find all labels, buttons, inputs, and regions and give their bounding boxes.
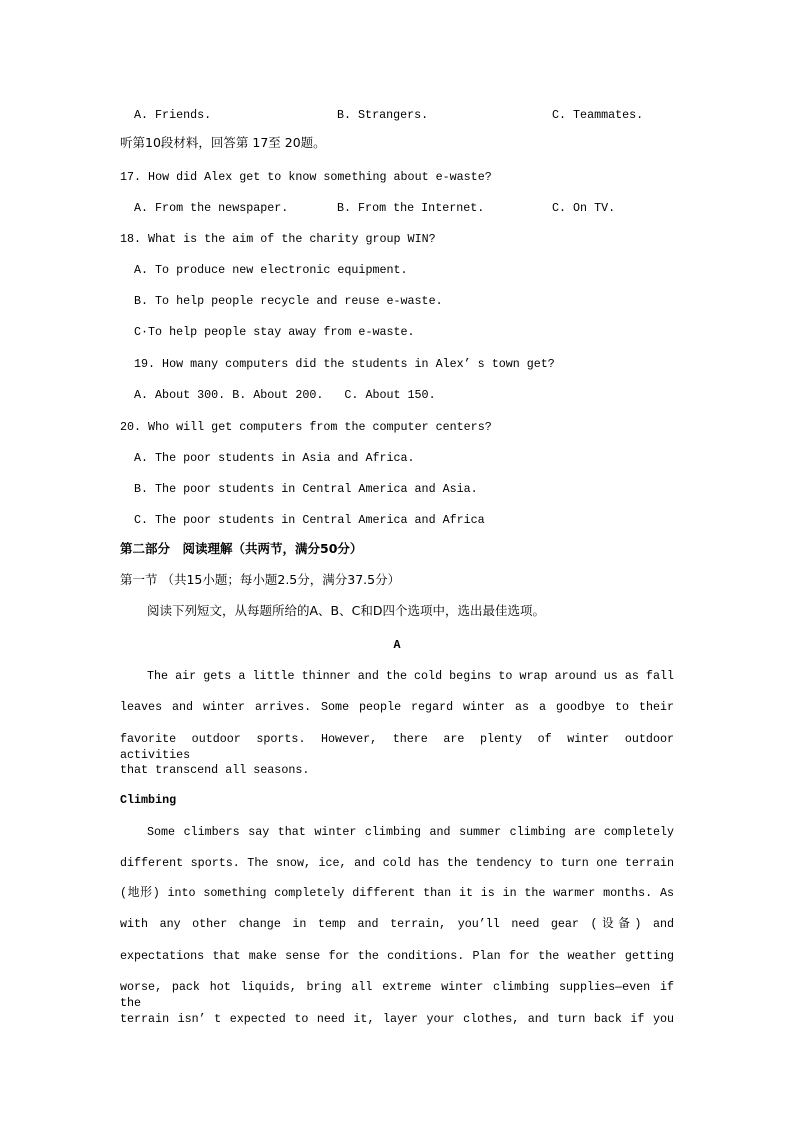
q17-question: 17. How did Alex get to know something about e-waste? xyxy=(120,170,492,184)
passage-label: A xyxy=(393,638,401,652)
section1-heading: 第一节 （共15小题；每小题2.5分，满分37.5分） xyxy=(120,572,401,587)
q17-option-b: B. From the Internet. xyxy=(337,201,485,215)
part2-heading: 第二部分 阅读理解（共两节，满分50分） xyxy=(120,541,363,556)
q20-option-a: A. The poor students in Asia and Africa. xyxy=(134,451,415,465)
climbing-line: terrain isn’ t expected to need it, layer your clothes, and turn back if you xyxy=(120,1012,674,1026)
climbing-line: different sports. The snow, ice, and cold has the tendency to turn one terrain xyxy=(120,856,674,870)
climbing-line: worse, pack hot liquids, bring all extreme winter climbing supplies—even if the xyxy=(120,980,674,1010)
q20-question: 20. Who will get computers from the computer centers? xyxy=(120,420,492,434)
climbing-line: with any other change in temp and terrain, you’ll need gear (设备) and xyxy=(120,917,674,931)
reading-instruction: 阅读下列短文，从每题所给的A、B、C和D四个选项中，选出最佳选项。 xyxy=(147,603,545,618)
intro-line: The air gets a little thinner and the cold begins to wrap around us as fall xyxy=(147,669,674,683)
q18-option-b: B. To help people recycle and reuse e-waste. xyxy=(134,294,443,308)
climbing-line: Some climbers say that winter climbing and summer climbing are completely xyxy=(147,825,674,839)
q16-option-a: A. Friends. xyxy=(134,108,212,122)
climbing-line: expectations that make sense for the conditions. Plan for the weather getting xyxy=(120,949,674,963)
q16-option-c: C. Teammates. xyxy=(552,108,644,122)
q17-option-a: A. From the newspaper. xyxy=(134,201,289,215)
intro-line: leaves and winter arrives. Some people regard winter as a goodbye to their xyxy=(120,700,674,714)
q20-option-c: C. The poor students in Central America and Africa xyxy=(134,513,485,527)
intro-line: favorite outdoor sports. However, there are plenty of winter outdoor activities xyxy=(120,732,674,762)
climbing-line: (地形) into something completely different than it is in the warmer months. As xyxy=(120,886,674,900)
q19-question: 19. How many computers did the students in Alex’ s town get? xyxy=(134,357,555,371)
q20-option-b: B. The poor students in Central America and Asia. xyxy=(134,482,478,496)
q16-option-b: B. Strangers. xyxy=(337,108,429,122)
section10-instruction: 听第10段材料，回答第 17至 20题。 xyxy=(120,135,326,150)
q18-question: 18. What is the aim of the charity group WIN? xyxy=(120,232,436,246)
intro-line: that transcend all seasons. xyxy=(120,763,310,777)
q18-option-c: C·To help people stay away from e-waste. xyxy=(134,325,415,339)
climbing-heading: Climbing xyxy=(120,793,177,807)
q18-option-a: A. To produce new electronic equipment. xyxy=(134,263,408,277)
q17-option-c: C. On TV. xyxy=(552,201,616,215)
q19-options: A. About 300. B. About 200. C. About 150. xyxy=(134,388,436,402)
